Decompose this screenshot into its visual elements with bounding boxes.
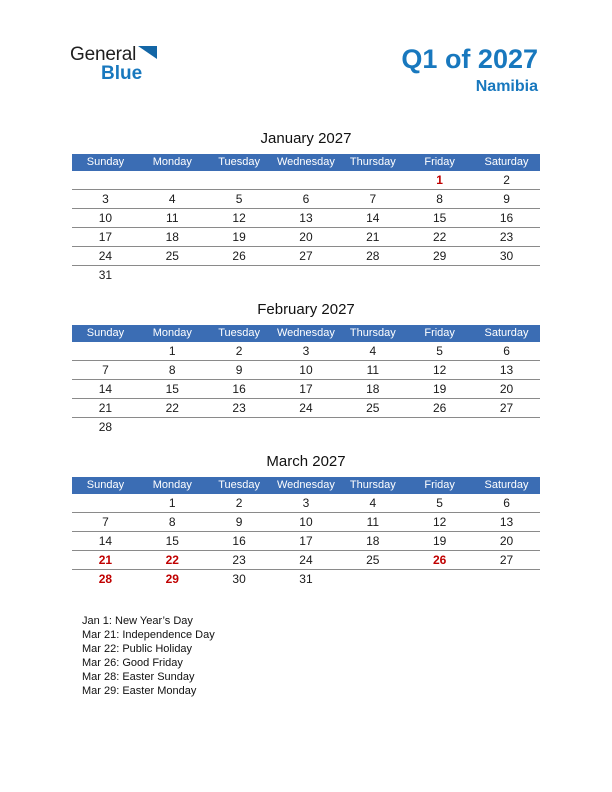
day-cell: 16 [473,208,540,227]
day-cell: 28 [98,571,113,586]
week-row [72,189,540,208]
day-cell: 13 [473,512,540,531]
day-cell: 24 [72,246,139,265]
day-cell: 28 [339,246,406,265]
day-cell: 10 [273,512,340,531]
day-cell: 2 [206,342,273,361]
empty-day-cell [339,569,406,588]
week-row [72,550,540,569]
day-cell: 29 [165,571,179,586]
day-cell: 19 [406,531,473,550]
day-cell: 8 [139,360,206,379]
day-cell: 25 [339,550,406,569]
day-cell: 27 [473,550,540,569]
calendar-grid-area [72,130,540,588]
day-cell: 21 [339,227,406,246]
day-cell: 15 [139,531,206,550]
day-cell: 24 [273,398,340,417]
week-row [72,265,540,284]
weekday-header: Saturday [473,325,540,342]
day-cell: 6 [273,189,340,208]
empty-day-cell [206,417,273,436]
day-cell: 8 [406,189,473,208]
day-cell: 8 [139,512,206,531]
day-cell: 1 [406,171,473,190]
weekday-header-row [72,325,540,342]
day-cell: 22 [406,227,473,246]
empty-day-cell [339,417,406,436]
day-cell: 10 [273,360,340,379]
day-cell: 31 [299,571,313,586]
month-title: January 2027 [260,129,352,147]
weekday-header: Wednesday [273,325,340,342]
day-cell: 18 [339,379,406,398]
day-cell: 14 [72,531,139,550]
day-cell: 23 [206,550,273,569]
day-cell: 6 [473,494,540,513]
weekday-header: Tuesday [206,154,273,171]
calendar-table [72,154,540,284]
month-title: March 2027 [266,452,346,470]
week-row [72,531,540,550]
day-cell: 13 [273,208,340,227]
month-title: February 2027 [257,300,355,318]
day-cell: 26 [406,550,473,569]
day-cell: 5 [406,494,473,513]
empty-day-cell [72,342,139,361]
empty-day-cell [473,265,540,284]
weekday-header: Friday [406,477,473,494]
day-cell: 12 [406,512,473,531]
holiday-list [82,614,612,698]
weekday-header: Tuesday [206,477,273,494]
holiday-item: Mar 21: Independence Day [82,628,215,641]
week-row [72,398,540,417]
week-row [72,494,540,513]
day-cell: 7 [339,189,406,208]
calendar-table [72,325,540,436]
week-row [72,569,540,588]
empty-day-cell [473,569,540,588]
day-cell: 21 [72,398,139,417]
day-cell: 30 [232,571,246,586]
weekday-header: Friday [406,154,473,171]
empty-day-cell [273,171,340,190]
empty-day-cell [406,265,473,284]
weekday-header: Thursday [339,477,406,494]
weekday-header: Monday [139,154,206,171]
weekday-header: Saturday [473,154,540,171]
weekday-header: Sunday [72,325,139,342]
week-row [72,360,540,379]
title-block [401,45,538,96]
empty-day-cell [339,265,406,284]
weekday-header: Tuesday [206,325,273,342]
day-cell: 1 [139,494,206,513]
day-cell: 31 [98,267,113,282]
day-cell: 3 [72,189,139,208]
empty-day-cell [139,417,206,436]
day-cell: 22 [139,550,206,569]
day-cell: 18 [139,227,206,246]
day-cell: 3 [273,342,340,361]
day-cell: 17 [273,531,340,550]
page-header [0,0,612,96]
week-row [72,208,540,227]
day-cell: 30 [473,246,540,265]
day-cell: 11 [339,360,406,379]
day-cell: 20 [473,379,540,398]
weekday-header: Monday [139,325,206,342]
empty-day-cell [406,417,473,436]
empty-day-cell [273,265,340,284]
day-cell: 10 [72,208,139,227]
month-section-january [72,130,540,284]
day-cell: 13 [473,360,540,379]
day-cell: 4 [339,494,406,513]
empty-day-cell [139,171,206,190]
calendar-table [72,477,540,588]
weekday-header-row [72,154,540,171]
day-cell: 19 [406,379,473,398]
holiday-item: Mar 28: Easter Sunday [82,670,195,683]
day-cell: 19 [206,227,273,246]
day-cell: 11 [139,208,206,227]
day-cell: 16 [206,379,273,398]
day-cell: 9 [206,512,273,531]
day-cell: 4 [139,189,206,208]
week-row [72,342,540,361]
weekday-header: Monday [139,477,206,494]
weekday-header-row [72,477,540,494]
holiday-item: Mar 22: Public Holiday [82,642,193,655]
empty-day-cell [72,171,139,190]
day-cell: 6 [473,342,540,361]
day-cell: 23 [206,398,273,417]
empty-day-cell [206,265,273,284]
empty-day-cell [273,417,340,436]
day-cell: 14 [72,379,139,398]
logo-text-general: General [70,44,137,65]
day-cell: 29 [406,246,473,265]
weekday-header: Wednesday [273,154,340,171]
day-cell: 25 [339,398,406,417]
week-row [72,417,540,436]
day-cell: 15 [139,379,206,398]
day-cell: 5 [406,342,473,361]
weekday-header: Sunday [72,154,139,171]
month-section-march [72,453,540,588]
day-cell: 12 [406,360,473,379]
holiday-item: Mar 26: Good Friday [82,656,183,669]
weekday-header: Saturday [473,477,540,494]
day-cell: 11 [339,512,406,531]
empty-day-cell [406,569,473,588]
weekday-header: Thursday [339,325,406,342]
day-cell: 4 [339,342,406,361]
day-cell: 2 [473,171,540,190]
day-cell: 27 [473,398,540,417]
day-cell: 18 [339,531,406,550]
day-cell: 7 [72,360,139,379]
day-cell: 21 [72,550,139,569]
holiday-item: Jan 1: New Year’s Day [82,614,193,627]
day-cell: 9 [473,189,540,208]
day-cell: 16 [206,531,273,550]
day-cell: 25 [139,246,206,265]
day-cell: 7 [72,512,139,531]
day-cell: 5 [206,189,273,208]
day-cell: 15 [406,208,473,227]
weekday-header: Friday [406,325,473,342]
week-row [72,171,540,190]
day-cell: 9 [206,360,273,379]
logo-text-blue: Blue [101,63,143,84]
weekday-header: Sunday [72,477,139,494]
day-cell: 28 [98,419,113,434]
empty-day-cell [139,265,206,284]
empty-day-cell [72,494,139,513]
weekday-header: Thursday [339,154,406,171]
page-title: Q1 of 2027 [401,44,538,74]
holiday-item: Mar 29: Easter Monday [82,684,197,697]
day-cell: 1 [139,342,206,361]
day-cell: 12 [206,208,273,227]
day-cell: 17 [273,379,340,398]
day-cell: 3 [273,494,340,513]
day-cell: 23 [473,227,540,246]
day-cell: 26 [406,398,473,417]
month-section-february [72,301,540,436]
week-row [72,512,540,531]
week-row [72,379,540,398]
day-cell: 17 [72,227,139,246]
day-cell: 26 [206,246,273,265]
empty-day-cell [339,171,406,190]
week-row [72,227,540,246]
day-cell: 24 [273,550,340,569]
day-cell: 14 [339,208,406,227]
day-cell: 20 [273,227,340,246]
general-blue-logo [70,45,157,83]
day-cell: 20 [473,531,540,550]
logo-flag-icon [138,46,157,63]
day-cell: 27 [273,246,340,265]
day-cell: 2 [206,494,273,513]
country-subtitle: Namibia [475,77,538,95]
weekday-header: Wednesday [273,477,340,494]
empty-day-cell [206,171,273,190]
week-row [72,246,540,265]
day-cell: 22 [139,398,206,417]
empty-day-cell [473,417,540,436]
